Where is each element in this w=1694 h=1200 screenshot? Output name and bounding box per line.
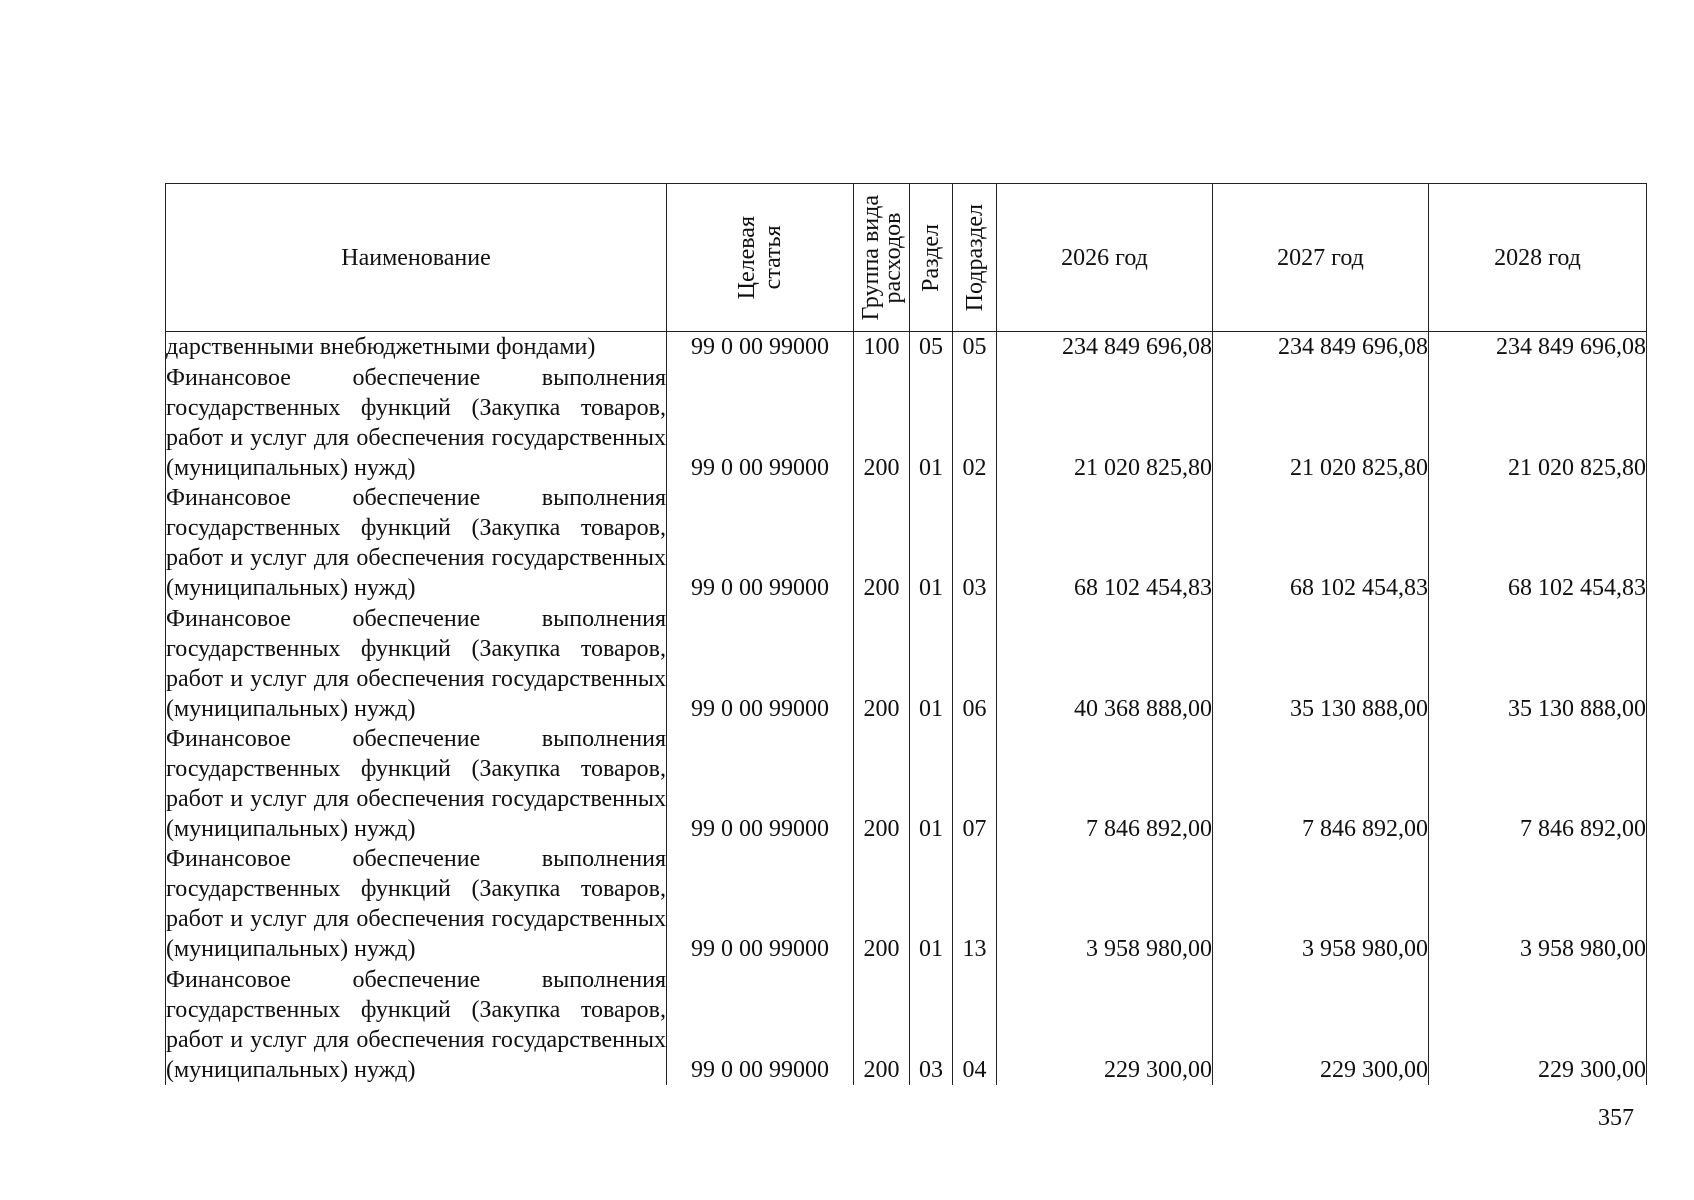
row-target-article: 99 0 00 99000 xyxy=(667,332,854,363)
row-section: 01 xyxy=(910,844,953,964)
row-amount-2026: 234 849 696,08 xyxy=(997,332,1213,363)
table-body xyxy=(166,332,1647,1086)
row-subsection: 05 xyxy=(953,332,997,363)
row-target-article: 99 0 00 99000 xyxy=(667,724,854,844)
row-target-article: 99 0 00 99000 xyxy=(667,964,854,1085)
row-section: 01 xyxy=(910,603,953,723)
row-expense-group: 200 xyxy=(854,844,910,964)
row-name: Финансовое обеспечение выполнения государственных функций (Закупка товаров, работ и услуг для обеспечения государственных (муниципальных) нужд) xyxy=(166,603,667,723)
row-subsection: 04 xyxy=(953,964,997,1085)
row-amount-2028: 3 958 980,00 xyxy=(1429,844,1647,964)
row-amount-2026: 40 368 888,00 xyxy=(997,603,1213,723)
row-amount-2028: 21 020 825,80 xyxy=(1429,362,1647,482)
row-subsection: 13 xyxy=(953,844,997,964)
row-subsection: 07 xyxy=(953,724,997,844)
row-expense-group: 200 xyxy=(854,362,910,482)
row-amount-2028: 7 846 892,00 xyxy=(1429,724,1647,844)
row-name: Финансовое обеспечение выполнения государственных функций (Закупка товаров, работ и услуг для обеспечения государственных (муниципальных) нужд) xyxy=(166,362,667,482)
table-row xyxy=(166,362,1647,482)
row-amount-2027: 229 300,00 xyxy=(1213,964,1429,1085)
table-row xyxy=(166,483,1647,603)
page-number: 357 xyxy=(1598,1105,1634,1131)
row-subsection: 02 xyxy=(953,362,997,482)
row-amount-2028: 68 102 454,83 xyxy=(1429,483,1647,603)
header-section: Раздел xyxy=(910,184,953,332)
row-expense-group: 200 xyxy=(854,603,910,723)
row-subsection: 06 xyxy=(953,603,997,723)
header-year-2028: 2028 год xyxy=(1429,184,1647,332)
row-amount-2026: 3 958 980,00 xyxy=(997,844,1213,964)
row-target-article: 99 0 00 99000 xyxy=(667,603,854,723)
row-amount-2028: 229 300,00 xyxy=(1429,964,1647,1085)
row-subsection: 03 xyxy=(953,483,997,603)
row-amount-2027: 21 020 825,80 xyxy=(1213,362,1429,482)
row-name: Финансовое обеспечение выполнения государственных функций (Закупка товаров, работ и услуг для обеспечения государственных (муниципальных) нужд) xyxy=(166,724,667,844)
row-amount-2026: 68 102 454,83 xyxy=(997,483,1213,603)
header-year-2026: 2026 год xyxy=(997,184,1213,332)
row-amount-2027: 68 102 454,83 xyxy=(1213,483,1429,603)
table-row xyxy=(166,724,1647,844)
row-expense-group: 200 xyxy=(854,483,910,603)
row-target-article: 99 0 00 99000 xyxy=(667,844,854,964)
row-section: 01 xyxy=(910,362,953,482)
row-amount-2027: 35 130 888,00 xyxy=(1213,603,1429,723)
row-expense-group: 100 xyxy=(854,332,910,363)
row-amount-2026: 7 846 892,00 xyxy=(997,724,1213,844)
row-amount-2027: 3 958 980,00 xyxy=(1213,844,1429,964)
row-section: 05 xyxy=(910,332,953,363)
row-name: дарственными внебюджетными фондами) xyxy=(166,332,667,363)
header-expense-group: Группа вида расходов xyxy=(854,184,910,332)
row-expense-group: 200 xyxy=(854,724,910,844)
header-year-2027: 2027 год xyxy=(1213,184,1429,332)
row-expense-group: 200 xyxy=(854,964,910,1085)
header-subsection: Подраздел xyxy=(953,184,997,332)
row-amount-2027: 7 846 892,00 xyxy=(1213,724,1429,844)
table-header xyxy=(166,184,1647,332)
row-target-article: 99 0 00 99000 xyxy=(667,483,854,603)
table-row xyxy=(166,603,1647,723)
row-amount-2028: 35 130 888,00 xyxy=(1429,603,1647,723)
row-amount-2026: 229 300,00 xyxy=(997,964,1213,1085)
row-name: Финансовое обеспечение выполнения государственных функций (Закупка товаров, работ и услуг для обеспечения государственных (муниципальных) нужд) xyxy=(166,844,667,964)
header-name: Наименование xyxy=(166,184,667,332)
table-row xyxy=(166,964,1647,1085)
table-row xyxy=(166,332,1647,363)
budget-table xyxy=(165,183,1647,1085)
row-section: 03 xyxy=(910,964,953,1085)
row-amount-2028: 234 849 696,08 xyxy=(1429,332,1647,363)
header-target-article: Целевая статья xyxy=(667,184,854,332)
row-amount-2027: 234 849 696,08 xyxy=(1213,332,1429,363)
row-section: 01 xyxy=(910,724,953,844)
row-name: Финансовое обеспечение выполнения государственных функций (Закупка товаров, работ и услуг для обеспечения государственных (муниципальных) нужд) xyxy=(166,964,667,1085)
row-target-article: 99 0 00 99000 xyxy=(667,362,854,482)
row-name: Финансовое обеспечение выполнения государственных функций (Закупка товаров, работ и услуг для обеспечения государственных (муниципальных) нужд) xyxy=(166,483,667,603)
table-row xyxy=(166,844,1647,964)
row-amount-2026: 21 020 825,80 xyxy=(997,362,1213,482)
row-section: 01 xyxy=(910,483,953,603)
